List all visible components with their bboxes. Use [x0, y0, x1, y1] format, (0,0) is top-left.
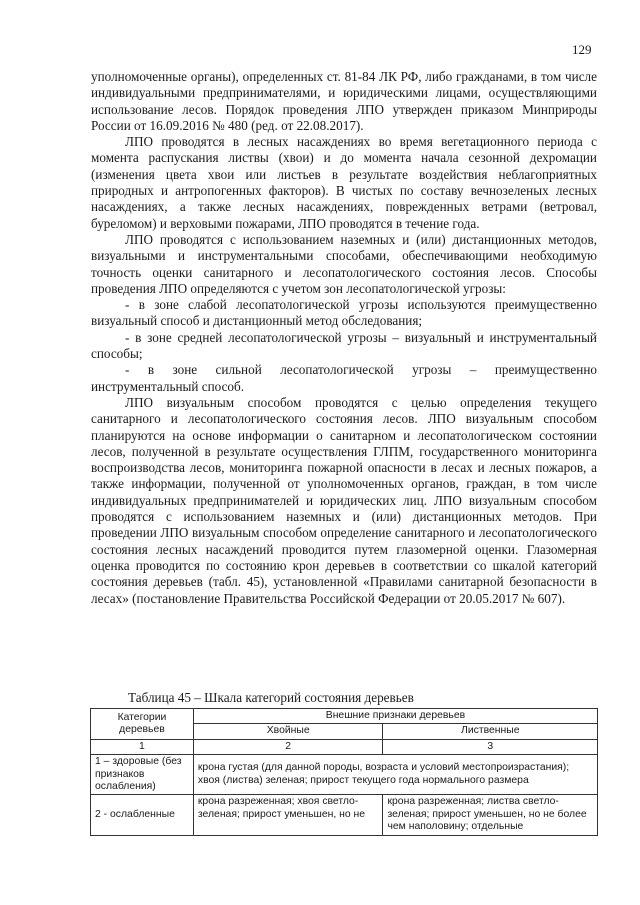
row-signs-conifer [193, 795, 383, 836]
column-number: 1 [91, 739, 194, 754]
paragraph: ЛПО визуальным способом проводятся с целью определения текущего санитарного и лесопатологического состояния лесов. ЛПО визуальным способом планируются на основе информации о санитарном и лесопатологическом состоянии лесов, полученной в результате осуществления ГЛПМ, государственного мониторинга воспроизводства лесов, мониторинга пожарной опасности в лесах и лесных пожаров, а также информации, полученной от уполномоченных органов, граждан, в том числе индивидуальных предпринимателей и юридических лиц. ЛПО визуальным способом проводятся с использованием наземных и (или) дистанционных методов. При проведении ЛПО визуальным способом определение санитарного и лесопатологического состояния лесных насаждений проводится путем глазомерной оценки. Глазомерная оценка проводится по состоянию крон деревьев в соответствии со шкалой категорий состояния деревьев (табл. 45), установленной «Правилами санитарной безопасности в лесах» (постановление Правительства Российской Федерации от 20.05.2017 № 607). [91, 394, 597, 606]
column-number: 3 [383, 739, 598, 754]
paragraph: ЛПО проводятся в лесных насаждениях во время вегетационного периода с момента распускания листвы (хвои) и до момента начала сезонной дехромации (изменения цвета хвои или листьев в результате воздействия неблагоприятных природных и антропогенных факторов). В чистых по составу вечнозеленых лесных насаждениях, а также лесных насаждениях, поврежденных ветрами (ветровал, буреломом) и верховыми пожарами, ЛПО проводятся в течение года. [91, 134, 597, 231]
list-item: - в зоне средней лесопатологической угрозы – визуальный и инструментальный способы; [91, 329, 597, 362]
table-caption: Таблица 45 – Шкала категорий состояния деревьев [128, 690, 414, 705]
header-deciduous: Лиственные [383, 724, 598, 739]
column-number: 2 [193, 739, 383, 754]
header-category: Категории деревьев [91, 709, 194, 740]
row-signs-deciduous [383, 795, 598, 836]
header-conifer: Хвойные [193, 724, 383, 739]
cell-text: крона разреженная; листва светло-зеленая; прирост уменьшен, но не более чем наполовину; отдельные [387, 796, 587, 833]
paragraph: ЛПО проводятся с использованием наземных и (или) дистанционных методов, визуальными и инструментальными способами, обеспечивающими необходимую точность оценки санитарного и лесопатологического состояния лесов. Способы проведения ЛПО определяются с учетом зон лесопатологической угрозы: [91, 231, 597, 296]
row-signs-common: крона густая (для данной породы, возраста и условий местопроизрастания); хвоя (листва) зеленая; прирост текущего года нормального размера [193, 755, 597, 795]
cell-text: крона разреженная; хвоя светло-зеленая; прирост уменьшен, но не [197, 796, 366, 820]
paragraph: уполномоченные органы), определенных ст. 81-84 ЛК РФ, либо гражданами, в том числе индивидуальными предпринимателями, и юридическими лицами, осуществляющими использование лесов. Порядок проведения ЛПО утвержден приказом Минприроды России от 16.09.2016 № 480 (ред. от 22.08.2017). [91, 69, 597, 133]
tree-condition-table [90, 708, 598, 836]
list-item: - в зоне слабой лесопатологической угрозы используются преимущественно визуальный способ и дистанционный метод обследования; [91, 297, 597, 329]
row-category: 1 – здоровые (без признаков ослабления) [91, 755, 194, 795]
table-row [91, 795, 598, 836]
row-category: 2 - ослабленные [91, 795, 194, 836]
header-signs: Внешние признаки деревьев [193, 709, 597, 724]
document-body [91, 69, 597, 607]
list-item: - в зоне сильной лесопатологической угрозы – преимущественно инструментальный способ. [91, 362, 597, 394]
page-number: 129 [572, 42, 592, 57]
table-row [91, 755, 598, 795]
